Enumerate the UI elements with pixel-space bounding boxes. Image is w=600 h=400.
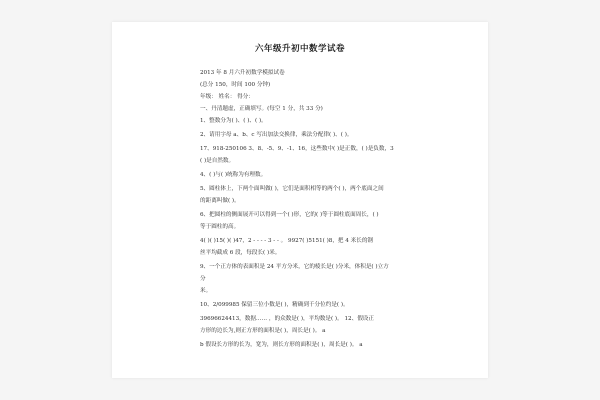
question-line: 39696624413，数据…… ，的众数是( )，平均数是( )。 12、假设正 bbox=[200, 316, 374, 322]
question-line: b 假设长方形的长为，宽为，则长方形的面积是( )，周长是( )。 a bbox=[200, 342, 363, 348]
exam-title: 六年级升初中数学试卷 bbox=[254, 44, 345, 54]
exam-paper bbox=[112, 22, 488, 378]
question-line: 的距离叫做( )。 bbox=[200, 198, 240, 204]
question-line: 1、整数分为( )、( )、( )。 bbox=[200, 118, 267, 124]
question-line: 6、把圆柱的侧面展开可以得到一个( )形，它的( )等于圆柱底面周长，( ) bbox=[200, 212, 379, 218]
question-line: 2、请用字母 a、b、c 写出加法交换律，乘法分配律( )、( )。 bbox=[200, 132, 353, 138]
question-line: 米。 bbox=[200, 288, 212, 294]
question-line: 17、918-250106 3、8、-5、9、-1、16，这些数中( )是正数，( )是负数，3 bbox=[200, 146, 394, 152]
question-line: ( )是自然数。 bbox=[200, 158, 235, 164]
question-line: 分 bbox=[200, 276, 206, 282]
student-info-line: 年级： 姓名： 得分： bbox=[200, 94, 254, 100]
exam-score-time: (总分 150，时间 100 分钟) bbox=[200, 82, 271, 88]
question-line: 4( )( )15( )( )47，2 - - - - 3 - - 。 9927( )5151( )8，把 4 米长的钢 bbox=[200, 238, 374, 244]
question-line: 丝平均截成 6 段，每段长( )米。 bbox=[200, 250, 281, 256]
question-line: 方形的边长为,则正方形的面积是( )，周长是( )。 a bbox=[200, 328, 326, 334]
exam-subtitle: 2013 年 8 月六升初数学模拟试卷 bbox=[200, 70, 285, 76]
question-line: 5、圆柱体上，下两个面叫做( )，它们是面积相等的两个( )，两个底面之间 bbox=[200, 186, 384, 192]
question-line: 9、一个正方体的表面积是 24 平方分米，它的棱长是( )分米，体积是( )立方 bbox=[200, 264, 389, 270]
section-heading: 一、丹清题虚，正确填写。(每空 1 分，共 33 分) bbox=[200, 106, 323, 112]
question-line: 10、2/099985 保留三位小数是( )，精确到千分位约是( )。 bbox=[200, 302, 349, 308]
question-line: 4、( )与( )统称为有理数。 bbox=[200, 172, 267, 178]
question-line: 等于圆柱的高。 bbox=[200, 224, 240, 230]
